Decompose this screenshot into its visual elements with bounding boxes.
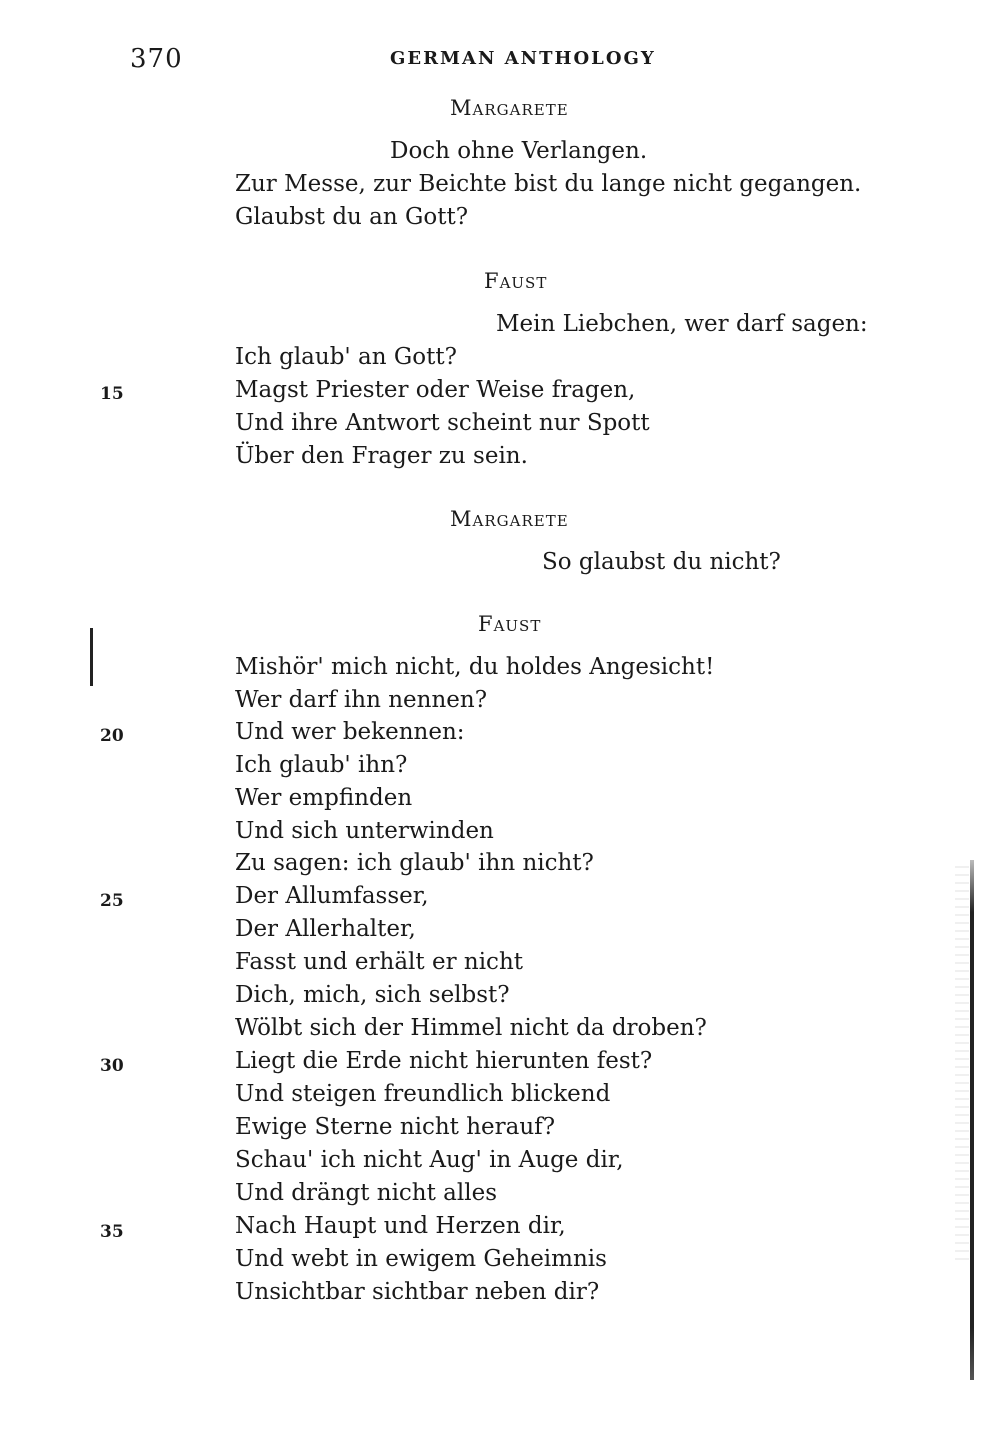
page-number: 370 bbox=[130, 44, 183, 74]
verse-line: Und wer bekennen: bbox=[235, 719, 465, 745]
verse-line: Doch ohne Verlangen. bbox=[390, 138, 648, 164]
verse-line: Ich glaub' an Gott? bbox=[235, 344, 457, 370]
verse-line: Ich glaub' ihn? bbox=[235, 752, 408, 778]
verse-line: Ewige Sterne nicht herauf? bbox=[235, 1114, 556, 1140]
verse-line: Zu sagen: ich glaub' ihn nicht? bbox=[235, 850, 594, 876]
scan-speckle bbox=[955, 860, 969, 1260]
verse-line: Mein Liebchen, wer darf sagen: bbox=[496, 311, 868, 337]
verse-line: Und steigen freundlich blickend bbox=[235, 1081, 611, 1107]
verse-line: Wer darf ihn nennen? bbox=[235, 687, 488, 713]
verse-line: Über den Frager zu sein. bbox=[235, 443, 528, 469]
verse-line: Liegt die Erde nicht hierunten fest? bbox=[235, 1048, 653, 1074]
scan-mark bbox=[90, 628, 93, 686]
verse-line: Magst Priester oder Weise fragen, bbox=[235, 377, 636, 403]
line-number: 15 bbox=[100, 384, 124, 404]
verse-line: So glaubst du nicht? bbox=[542, 549, 781, 575]
verse-line: Glaubst du an Gott? bbox=[235, 204, 469, 230]
speaker-faust: Faust bbox=[484, 269, 548, 293]
running-title: GERMAN ANTHOLOGY bbox=[390, 48, 656, 69]
verse-line: Wölbt sich der Himmel nicht da droben? bbox=[235, 1015, 707, 1041]
verse-line: Mishör' mich nicht, du holdes Angesicht! bbox=[235, 654, 715, 680]
line-number: 35 bbox=[100, 1222, 124, 1242]
line-number: 20 bbox=[100, 726, 124, 746]
verse-line: Unsichtbar sichtbar neben dir? bbox=[235, 1279, 600, 1305]
verse-line: Fasst und erhält er nicht bbox=[235, 949, 523, 975]
scan-mark bbox=[970, 860, 974, 1380]
verse-line: Schau' ich nicht Aug' in Auge dir, bbox=[235, 1147, 624, 1173]
verse-line: Der Allumfasser, bbox=[235, 883, 429, 909]
verse-line: Und drängt nicht alles bbox=[235, 1180, 498, 1206]
verse-line: Und webt in ewigem Geheimnis bbox=[235, 1246, 607, 1272]
verse-line: Zur Messe, zur Beichte bist du lange nicht gegangen. bbox=[235, 171, 862, 197]
verse-line: Dich, mich, sich selbst? bbox=[235, 982, 510, 1008]
verse-line: Wer empfinden bbox=[235, 785, 413, 811]
verse-line: Und ihre Antwort scheint nur Spott bbox=[235, 410, 650, 436]
speaker-faust: Faust bbox=[478, 612, 542, 636]
line-number: 30 bbox=[100, 1056, 124, 1076]
speaker-margarete: Margarete bbox=[450, 507, 569, 531]
verse-line: Der Allerhalter, bbox=[235, 916, 416, 942]
verse-line: Und sich unterwinden bbox=[235, 818, 494, 844]
line-number: 25 bbox=[100, 891, 124, 911]
verse-line: Nach Haupt und Herzen dir, bbox=[235, 1213, 566, 1239]
speaker-margarete: Margarete bbox=[450, 96, 569, 120]
